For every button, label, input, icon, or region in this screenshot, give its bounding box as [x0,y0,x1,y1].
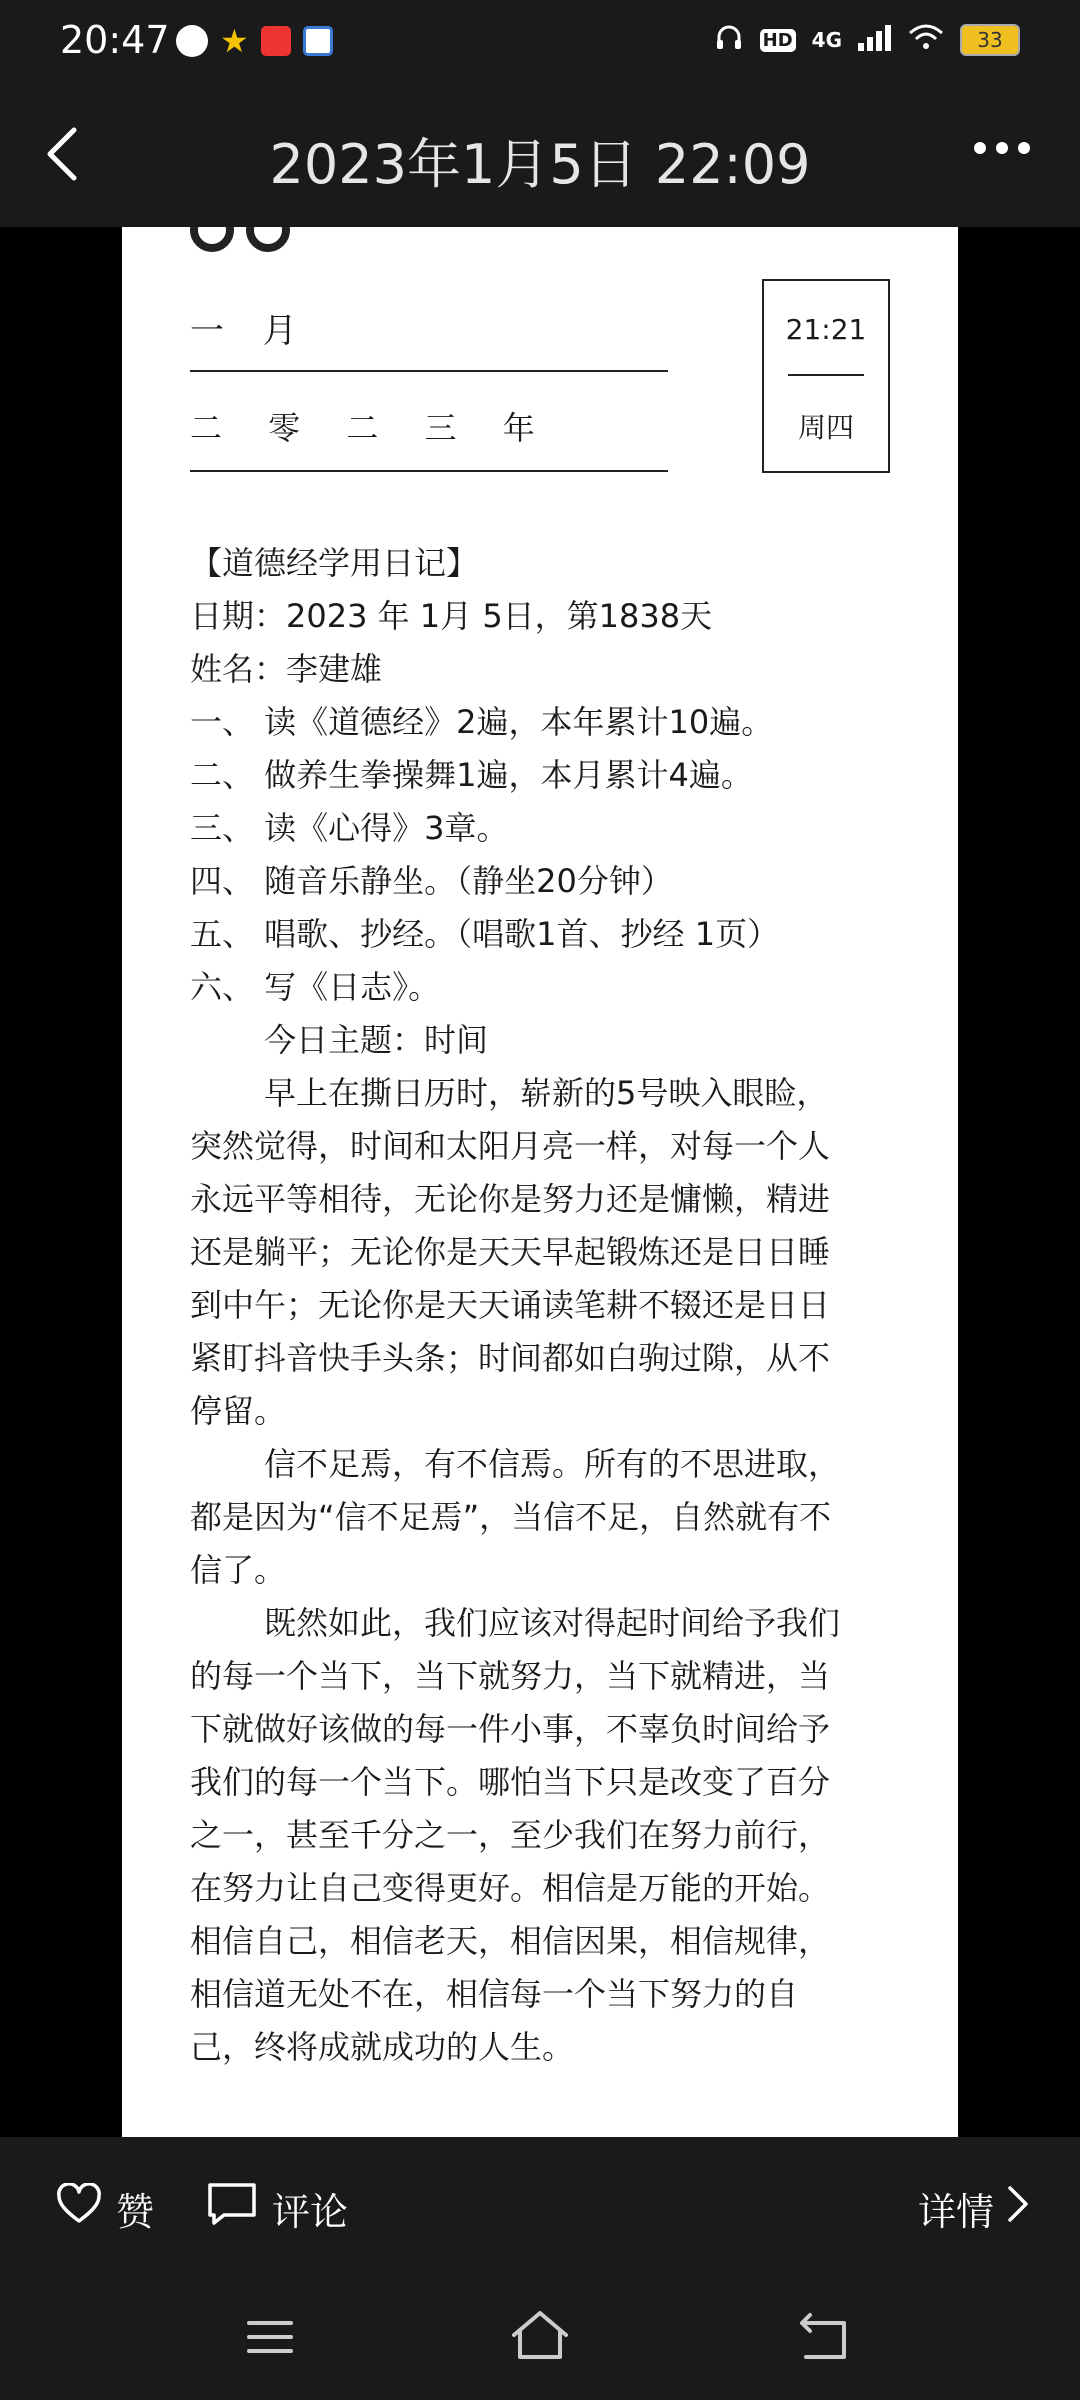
chevron-right-icon [1006,2184,1030,2233]
signal-icon [858,23,892,57]
notification-icons [176,22,333,60]
battery-icon: 33 [960,24,1020,56]
details-button[interactable] [918,2181,1030,2236]
more-options-icon[interactable] [974,142,1030,154]
paragraph-line: 信不足焉，有不信焉。所有的不思进取， [264,1445,841,1483]
navigation-icon [176,25,208,57]
wifi-icon [908,23,944,57]
heart-icon [56,2183,102,2234]
star-icon: ★ [220,22,249,60]
month-label: 一 月 [190,311,311,351]
paragraph-line: 到中午；无论你是天天诵读笔耕不辍还是日日 [190,1286,831,1324]
paragraph-line: 还是躺平；无论你是天天早起锻炼还是日日睡 [190,1233,831,1271]
diary-line: 姓名：李建雄 [190,650,383,688]
paragraph-line: 既然如此，我们应该对得起时间给予我们 [264,1604,841,1642]
like-label: 赞 [116,2190,155,2234]
status-time: 20:47 [60,18,170,62]
diary-line: 四、 随音乐静坐。（静坐20分钟） [190,862,673,900]
comment-icon [206,2181,258,2236]
system-indicators [714,22,1020,58]
status-bar [0,0,1080,82]
photo-app-icon [303,26,333,56]
diary-image[interactable] [122,227,958,2137]
page-title: 2023年1月5日 22:09 [269,133,811,196]
diary-line: 三、 读《心得》3章。 [190,809,509,847]
diary-body [190,537,890,2074]
paragraph-line: 己，终将成就成功的人生。 [190,2028,575,2066]
diary-line: 二、 做养生拳操舞1遍，本月累计4遍。 [190,756,753,794]
paragraph-line: 的每一个当下，当下就努力，当下就精进，当 [190,1657,831,1695]
comment-button[interactable] [206,2181,348,2236]
audio-app-icon [261,26,291,56]
divider [788,374,864,376]
divider [190,370,668,372]
paragraph-line: 相信道无处不在，相信每一个当下努力的自 [190,1975,799,2013]
time-box [762,279,890,473]
clipped-ornament [190,227,310,277]
home-icon[interactable] [508,2307,572,2367]
paragraph-line: 紧盯抖音快手头条；时间都如白驹过隙，从不 [190,1339,831,1377]
paragraph-line: 相信自己，相信老天，相信因果，相信规律， [190,1922,831,1960]
paragraph-line: 信了。 [190,1551,287,1589]
diary-time: 21:21 [785,313,867,346]
paragraph-line: 早上在撕日历时，崭新的5号映入眼睑， [264,1074,829,1112]
top-app-bar [0,82,1080,227]
paragraph-line: 在努力让自己变得更好。相信是万能的开始。 [190,1869,831,1907]
diary-line: 五、 唱歌、抄经。（唱歌1首、抄经 1页） [190,915,780,953]
back-nav-icon[interactable] [796,2309,852,2367]
diary-line: 【道德经学用日记】 [190,544,479,582]
paragraph-line: 下就做好该做的每一件小事，不辜负时间给予 [190,1710,831,1748]
headset-icon [714,22,744,58]
year-label: 二 零 二 三 年 [190,409,553,447]
paragraph-line: 都是因为“信不足焉”，当信不足，自然就有不 [190,1498,832,1536]
network-type-label: 4G [811,28,842,52]
paragraph-line: 之一，甚至千分之一，至少我们在努力前行， [190,1816,831,1854]
paragraph-line: 我们的每一个当下。哪怕当下只是改变了百分 [190,1763,831,1801]
diary-line: 日期：2023 年 1月 5日，第1838天 [190,597,713,635]
paragraph-line: 停留。 [190,1392,287,1430]
system-navigation-bar [0,2277,1080,2400]
details-label: 详情 [917,2190,994,2234]
menu-icon[interactable] [246,2317,294,2361]
bottom-action-bar [0,2137,1080,2277]
like-button[interactable] [56,2181,154,2236]
weekday-label: 周四 [797,411,854,444]
paragraph-line: 突然觉得，时间和太阳月亮一样，对每一个人 [190,1127,831,1165]
paragraph-line: 永远平等相待，无论你是努力还是慵懒，精进 [190,1180,831,1218]
comment-label: 评论 [272,2190,349,2234]
divider [190,470,668,472]
hd-icon: HD [760,29,796,52]
theme-line: 今日主题：时间 [264,1021,489,1059]
diary-line: 一、 读《道德经》2遍，本年累计10遍。 [190,703,774,741]
diary-line: 六、 写《日志》。 [190,968,441,1006]
